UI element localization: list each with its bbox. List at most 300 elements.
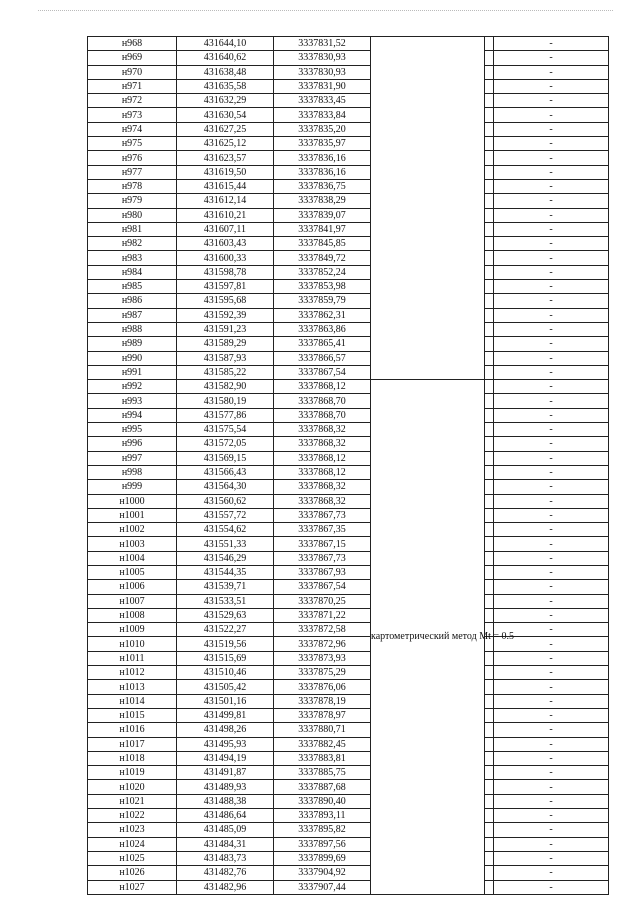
y-coordinate-cell: 3337830,93 (274, 51, 371, 65)
table-row (88, 437, 609, 451)
accuracy-note-cell: - (494, 437, 609, 451)
x-coordinate-cell: 431638,48 (177, 65, 274, 79)
column-gap (485, 680, 494, 694)
accuracy-note-cell: - (494, 708, 609, 722)
accuracy-note-cell: - (494, 680, 609, 694)
point-name-cell: н998 (88, 465, 177, 479)
point-name-cell: н983 (88, 251, 177, 265)
point-name-cell: н1025 (88, 851, 177, 865)
y-coordinate-cell: 3337859,79 (274, 294, 371, 308)
column-gap (485, 551, 494, 565)
point-name-cell: н1024 (88, 837, 177, 851)
y-coordinate-cell: 3337868,70 (274, 394, 371, 408)
table-row (88, 580, 609, 594)
x-coordinate-cell: 431603,43 (177, 237, 274, 251)
table-row (88, 694, 609, 708)
x-coordinate-cell: 431557,72 (177, 508, 274, 522)
column-gap (485, 94, 494, 108)
point-name-cell: н1012 (88, 666, 177, 680)
y-coordinate-cell: 3337868,32 (274, 437, 371, 451)
column-gap (485, 423, 494, 437)
column-gap (485, 465, 494, 479)
table-row (88, 751, 609, 765)
accuracy-note-cell: - (494, 480, 609, 494)
y-coordinate-cell: 3337887,68 (274, 780, 371, 794)
column-gap (485, 523, 494, 537)
table-row (88, 308, 609, 322)
column-gap (485, 208, 494, 222)
point-name-cell: н972 (88, 94, 177, 108)
x-coordinate-cell: 431539,71 (177, 580, 274, 594)
column-gap (485, 222, 494, 236)
table-row (88, 194, 609, 208)
table-row (88, 208, 609, 222)
point-name-cell: н1005 (88, 565, 177, 579)
accuracy-note-cell: - (494, 365, 609, 379)
x-coordinate-cell: 431587,93 (177, 351, 274, 365)
x-coordinate-cell: 431544,35 (177, 565, 274, 579)
point-name-cell: н994 (88, 408, 177, 422)
table-row (88, 165, 609, 179)
column-gap (485, 322, 494, 336)
y-coordinate-cell: 3337885,75 (274, 766, 371, 780)
y-coordinate-cell: 3337835,20 (274, 122, 371, 136)
y-coordinate-cell: 3337870,25 (274, 594, 371, 608)
point-name-cell: н989 (88, 337, 177, 351)
table-row (88, 151, 609, 165)
accuracy-note-cell: - (494, 751, 609, 765)
y-coordinate-cell: 3337883,81 (274, 751, 371, 765)
y-coordinate-cell: 3337831,90 (274, 79, 371, 93)
accuracy-note-cell: - (494, 594, 609, 608)
x-coordinate-cell: 431491,87 (177, 766, 274, 780)
point-name-cell: н1018 (88, 751, 177, 765)
x-coordinate-cell: 431485,09 (177, 823, 274, 837)
y-coordinate-cell: 3337867,54 (274, 580, 371, 594)
table-row (88, 179, 609, 193)
column-gap (485, 37, 494, 51)
point-name-cell: н982 (88, 237, 177, 251)
point-name-cell: н976 (88, 151, 177, 165)
column-gap (485, 151, 494, 165)
table-row (88, 723, 609, 737)
point-name-cell: н990 (88, 351, 177, 365)
table-row (88, 394, 609, 408)
table-row (88, 365, 609, 379)
table-row (88, 108, 609, 122)
accuracy-note-cell: - (494, 694, 609, 708)
x-coordinate-cell: 431486,64 (177, 809, 274, 823)
point-name-cell: н1009 (88, 623, 177, 637)
point-name-cell: н987 (88, 308, 177, 322)
coordinates-table (87, 36, 609, 895)
accuracy-note-cell: - (494, 423, 609, 437)
point-name-cell: н979 (88, 194, 177, 208)
x-coordinate-cell: 431501,16 (177, 694, 274, 708)
y-coordinate-cell: 3337867,93 (274, 565, 371, 579)
table-row (88, 809, 609, 823)
column-gap (485, 794, 494, 808)
column-gap (485, 608, 494, 622)
column-gap (485, 451, 494, 465)
column-gap (485, 308, 494, 322)
y-coordinate-cell: 3337872,58 (274, 623, 371, 637)
accuracy-note-cell: - (494, 823, 609, 837)
table-row (88, 551, 609, 565)
point-name-cell: н1002 (88, 523, 177, 537)
table-row (88, 666, 609, 680)
column-gap (485, 866, 494, 880)
x-coordinate-cell: 431623,57 (177, 151, 274, 165)
table-row (88, 708, 609, 722)
accuracy-note-cell: - (494, 666, 609, 680)
column-gap (485, 737, 494, 751)
x-coordinate-cell: 431635,58 (177, 79, 274, 93)
accuracy-note-cell: - (494, 465, 609, 479)
accuracy-note-cell: - (494, 780, 609, 794)
table-row (88, 523, 609, 537)
column-gap (485, 165, 494, 179)
column-gap (485, 666, 494, 680)
column-gap (485, 65, 494, 79)
x-coordinate-cell: 431577,86 (177, 408, 274, 422)
table-row (88, 651, 609, 665)
y-coordinate-cell: 3337830,93 (274, 65, 371, 79)
y-coordinate-cell: 3337836,75 (274, 179, 371, 193)
accuracy-note-cell: - (494, 508, 609, 522)
accuracy-note-cell: - (494, 322, 609, 336)
accuracy-note-cell: - (494, 380, 609, 394)
column-gap (485, 79, 494, 93)
x-coordinate-cell: 431488,38 (177, 794, 274, 808)
column-gap (485, 122, 494, 136)
column-gap (485, 380, 494, 394)
table-row (88, 508, 609, 522)
column-gap (485, 280, 494, 294)
accuracy-note-cell: - (494, 94, 609, 108)
column-gap (485, 537, 494, 551)
table-row (88, 866, 609, 880)
y-coordinate-cell: 3337852,24 (274, 265, 371, 279)
accuracy-note-cell: - (494, 308, 609, 322)
x-coordinate-cell: 431612,14 (177, 194, 274, 208)
point-name-cell: н968 (88, 37, 177, 51)
x-coordinate-cell: 431591,23 (177, 322, 274, 336)
x-coordinate-cell: 431566,43 (177, 465, 274, 479)
point-name-cell: н1004 (88, 551, 177, 565)
x-coordinate-cell: 431499,81 (177, 708, 274, 722)
x-coordinate-cell: 431482,76 (177, 866, 274, 880)
column-gap (485, 108, 494, 122)
point-name-cell: н1023 (88, 823, 177, 837)
column-gap (485, 651, 494, 665)
y-coordinate-cell: 3337849,72 (274, 251, 371, 265)
x-coordinate-cell: 431589,29 (177, 337, 274, 351)
table-row (88, 451, 609, 465)
accuracy-note-cell: - (494, 280, 609, 294)
x-coordinate-cell: 431580,19 (177, 394, 274, 408)
y-coordinate-cell: 3337868,12 (274, 465, 371, 479)
table-row (88, 637, 609, 651)
accuracy-note-cell: - (494, 651, 609, 665)
y-coordinate-cell: 3337873,93 (274, 651, 371, 665)
y-coordinate-cell: 3337880,71 (274, 723, 371, 737)
point-name-cell: н975 (88, 137, 177, 151)
x-coordinate-cell: 431572,05 (177, 437, 274, 451)
accuracy-note-cell: - (494, 208, 609, 222)
y-coordinate-cell: 3337882,45 (274, 737, 371, 751)
point-name-cell: н991 (88, 365, 177, 379)
column-gap (485, 723, 494, 737)
x-coordinate-cell: 431494,19 (177, 751, 274, 765)
accuracy-note-cell: - (494, 451, 609, 465)
accuracy-note-cell: - (494, 565, 609, 579)
column-gap (485, 237, 494, 251)
table-row (88, 594, 609, 608)
point-name-cell: н996 (88, 437, 177, 451)
column-gap (485, 51, 494, 65)
table-row (88, 122, 609, 136)
y-coordinate-cell: 3337853,98 (274, 280, 371, 294)
method-cell: картометрический метод Mt = 0.5 (371, 380, 485, 895)
y-coordinate-cell: 3337867,73 (274, 551, 371, 565)
point-name-cell: н1026 (88, 866, 177, 880)
x-coordinate-cell: 431625,12 (177, 137, 274, 151)
x-coordinate-cell: 431630,54 (177, 108, 274, 122)
x-coordinate-cell: 431600,33 (177, 251, 274, 265)
y-coordinate-cell: 3337865,41 (274, 337, 371, 351)
accuracy-note-cell: - (494, 265, 609, 279)
accuracy-note-cell: - (494, 251, 609, 265)
point-name-cell: н999 (88, 480, 177, 494)
x-coordinate-cell: 431610,21 (177, 208, 274, 222)
x-coordinate-cell: 431582,90 (177, 380, 274, 394)
column-gap (485, 837, 494, 851)
x-coordinate-cell: 431551,33 (177, 537, 274, 551)
point-name-cell: н1013 (88, 680, 177, 694)
accuracy-note-cell: - (494, 79, 609, 93)
point-name-cell: н1011 (88, 651, 177, 665)
y-coordinate-cell: 3337876,06 (274, 680, 371, 694)
accuracy-note-cell: - (494, 737, 609, 751)
accuracy-note-cell: - (494, 723, 609, 737)
accuracy-note-cell: - (494, 108, 609, 122)
table-row (88, 794, 609, 808)
column-gap (485, 809, 494, 823)
table-row (88, 680, 609, 694)
point-name-cell: н969 (88, 51, 177, 65)
table-row (88, 294, 609, 308)
y-coordinate-cell: 3337845,85 (274, 237, 371, 251)
accuracy-note-cell: - (494, 766, 609, 780)
accuracy-note-cell: - (494, 337, 609, 351)
table-row (88, 251, 609, 265)
table-row (88, 737, 609, 751)
x-coordinate-cell: 431554,62 (177, 523, 274, 537)
point-name-cell: н1019 (88, 766, 177, 780)
column-gap (485, 437, 494, 451)
x-coordinate-cell: 431560,62 (177, 494, 274, 508)
x-coordinate-cell: 431515,69 (177, 651, 274, 665)
table-row (88, 823, 609, 837)
y-coordinate-cell: 3337868,32 (274, 480, 371, 494)
table-row (88, 37, 609, 51)
accuracy-note-cell: - (494, 222, 609, 236)
point-name-cell: н970 (88, 65, 177, 79)
point-name-cell: н1020 (88, 780, 177, 794)
x-coordinate-cell: 431519,56 (177, 637, 274, 651)
y-coordinate-cell: 3337895,82 (274, 823, 371, 837)
y-coordinate-cell: 3337866,57 (274, 351, 371, 365)
x-coordinate-cell: 431489,93 (177, 780, 274, 794)
y-coordinate-cell: 3337899,69 (274, 851, 371, 865)
accuracy-note-cell: - (494, 65, 609, 79)
column-gap (485, 694, 494, 708)
accuracy-note-cell: - (494, 837, 609, 851)
x-coordinate-cell: 431595,68 (177, 294, 274, 308)
point-name-cell: н1006 (88, 580, 177, 594)
column-gap (485, 565, 494, 579)
x-coordinate-cell: 431498,26 (177, 723, 274, 737)
coordinates-table-body (88, 37, 609, 895)
point-name-cell: н971 (88, 79, 177, 93)
point-name-cell: н1016 (88, 723, 177, 737)
accuracy-note-cell: - (494, 151, 609, 165)
x-coordinate-cell: 431597,81 (177, 280, 274, 294)
point-name-cell: н1008 (88, 608, 177, 622)
accuracy-note-cell: - (494, 237, 609, 251)
x-coordinate-cell: 431598,78 (177, 265, 274, 279)
accuracy-note-cell: - (494, 880, 609, 894)
x-coordinate-cell: 431522,27 (177, 623, 274, 637)
point-name-cell: н1007 (88, 594, 177, 608)
table-row (88, 623, 609, 637)
y-coordinate-cell: 3337863,86 (274, 322, 371, 336)
x-coordinate-cell: 431640,62 (177, 51, 274, 65)
y-coordinate-cell: 3337836,16 (274, 165, 371, 179)
x-coordinate-cell: 431533,51 (177, 594, 274, 608)
accuracy-note-cell: - (494, 851, 609, 865)
y-coordinate-cell: 3337836,16 (274, 151, 371, 165)
y-coordinate-cell: 3337841,97 (274, 222, 371, 236)
x-coordinate-cell: 431607,11 (177, 222, 274, 236)
table-row (88, 380, 609, 394)
accuracy-note-cell: - (494, 637, 609, 651)
column-gap (485, 408, 494, 422)
point-name-cell: н1017 (88, 737, 177, 751)
column-gap (485, 508, 494, 522)
table-row (88, 265, 609, 279)
table-row (88, 565, 609, 579)
table-row (88, 537, 609, 551)
x-coordinate-cell: 431546,29 (177, 551, 274, 565)
accuracy-note-cell: - (494, 294, 609, 308)
column-gap (485, 823, 494, 837)
column-gap (485, 179, 494, 193)
y-coordinate-cell: 3337867,54 (274, 365, 371, 379)
y-coordinate-cell: 3337893,11 (274, 809, 371, 823)
point-name-cell: н993 (88, 394, 177, 408)
table-row (88, 351, 609, 365)
x-coordinate-cell: 431505,42 (177, 680, 274, 694)
accuracy-note-cell: - (494, 608, 609, 622)
column-gap (485, 780, 494, 794)
table-row (88, 423, 609, 437)
column-gap (485, 480, 494, 494)
point-name-cell: н974 (88, 122, 177, 136)
accuracy-note-cell: - (494, 580, 609, 594)
point-name-cell: н1015 (88, 708, 177, 722)
column-gap (485, 851, 494, 865)
y-coordinate-cell: 3337839,07 (274, 208, 371, 222)
x-coordinate-cell: 431484,31 (177, 837, 274, 851)
y-coordinate-cell: 3337878,97 (274, 708, 371, 722)
table-row (88, 322, 609, 336)
table-row (88, 780, 609, 794)
point-name-cell: н977 (88, 165, 177, 179)
x-coordinate-cell: 431615,44 (177, 179, 274, 193)
table-row (88, 79, 609, 93)
table-row (88, 608, 609, 622)
y-coordinate-cell: 3337897,56 (274, 837, 371, 851)
x-coordinate-cell: 431632,29 (177, 94, 274, 108)
table-row (88, 465, 609, 479)
y-coordinate-cell: 3337867,35 (274, 523, 371, 537)
y-coordinate-cell: 3337878,19 (274, 694, 371, 708)
point-name-cell: н985 (88, 280, 177, 294)
point-name-cell: н992 (88, 380, 177, 394)
x-coordinate-cell: 431483,73 (177, 851, 274, 865)
column-gap (485, 880, 494, 894)
table-row (88, 337, 609, 351)
point-name-cell: н973 (88, 108, 177, 122)
column-gap (485, 365, 494, 379)
column-gap (485, 265, 494, 279)
table-row (88, 494, 609, 508)
accuracy-note-cell: - (494, 537, 609, 551)
column-gap (485, 194, 494, 208)
accuracy-note-cell: - (494, 137, 609, 151)
x-coordinate-cell: 431627,25 (177, 122, 274, 136)
x-coordinate-cell: 431569,15 (177, 451, 274, 465)
y-coordinate-cell: 3337875,29 (274, 666, 371, 680)
point-name-cell: н1014 (88, 694, 177, 708)
table-row (88, 51, 609, 65)
table-row (88, 222, 609, 236)
accuracy-note-cell: - (494, 794, 609, 808)
x-coordinate-cell: 431482,96 (177, 880, 274, 894)
x-coordinate-cell: 431575,54 (177, 423, 274, 437)
accuracy-note-cell: - (494, 408, 609, 422)
table-row (88, 766, 609, 780)
point-name-cell: н995 (88, 423, 177, 437)
x-coordinate-cell: 431495,93 (177, 737, 274, 751)
x-coordinate-cell: 431644,10 (177, 37, 274, 51)
table-row (88, 408, 609, 422)
x-coordinate-cell: 431510,46 (177, 666, 274, 680)
point-name-cell: н1010 (88, 637, 177, 651)
column-gap (485, 580, 494, 594)
column-gap (485, 594, 494, 608)
accuracy-note-cell: - (494, 809, 609, 823)
y-coordinate-cell: 3337868,70 (274, 408, 371, 422)
y-coordinate-cell: 3337833,84 (274, 108, 371, 122)
point-name-cell: н1022 (88, 809, 177, 823)
point-name-cell: н988 (88, 322, 177, 336)
accuracy-note-cell: - (494, 51, 609, 65)
header-rule (38, 10, 613, 12)
x-coordinate-cell: 431564,30 (177, 480, 274, 494)
